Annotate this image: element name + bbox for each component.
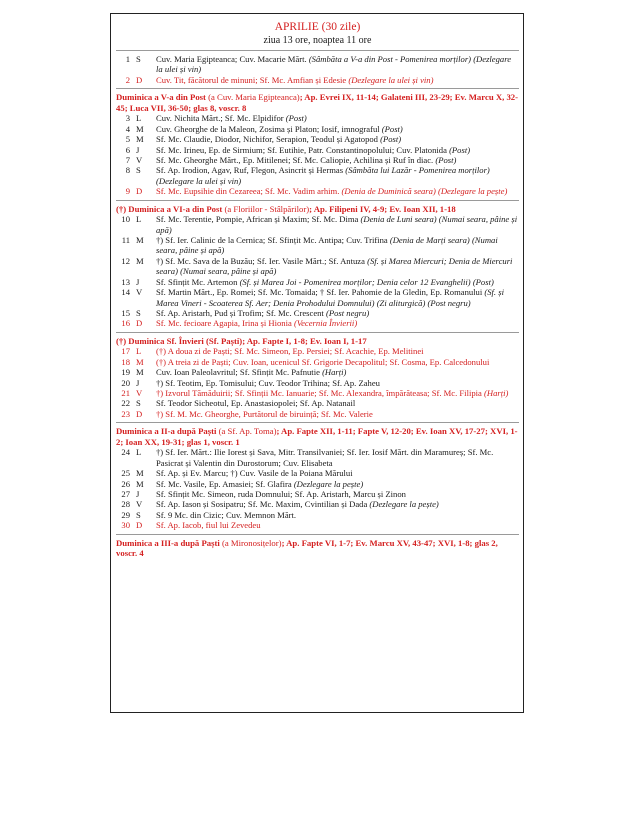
liturgical-note: (Dezlegare la pește) bbox=[369, 499, 439, 510]
liturgical-note: (Harți) bbox=[322, 367, 347, 378]
day-number: 18 bbox=[121, 356, 130, 367]
day-number: 30 bbox=[121, 520, 130, 531]
saints-text: Sf. Sfințit Mc. Simeon, ruda Domnului; Sf. Ap. Aristarh, Marcu și Zinon bbox=[156, 488, 406, 499]
saints-text: Sf. Mc. Claudie, Diodor, Nichifor, Serapion, Teodul și Agatopod bbox=[156, 134, 378, 145]
weekday: L bbox=[136, 346, 142, 357]
saints-entry bbox=[152, 479, 519, 489]
saints-text: Sf. Ap. și Ev. Marcu; †) Cuv. Vasile de la Poiana Mărului bbox=[156, 468, 353, 479]
calendar-row bbox=[116, 409, 519, 419]
day-number: 8 bbox=[125, 165, 130, 176]
saints-entry bbox=[152, 54, 519, 75]
liturgical-note: (Post) bbox=[285, 113, 307, 124]
calendar-row bbox=[116, 378, 519, 388]
saints-text: Cuv. Maria Egipteanca; Cuv. Macarie Mărt. bbox=[156, 54, 307, 64]
saints-text: Cuv. Ioan Paleolavritul; Sf. Sfințit Mc. Pafnutie bbox=[156, 367, 320, 378]
saints-text: Sf. Mc. Terentie, Pompie, African și Maxim; Sf. Mc. Dima bbox=[156, 214, 359, 225]
day-number: 21 bbox=[121, 387, 130, 398]
liturgical-note: (Denia de Duminică seara) (Dezlegare la pește) bbox=[341, 186, 508, 197]
saints-entry bbox=[152, 155, 519, 165]
saints-entry bbox=[152, 346, 519, 356]
calendar-row bbox=[116, 235, 519, 256]
liturgical-note: (Post negru) bbox=[325, 307, 370, 318]
saints-entry bbox=[152, 75, 519, 85]
saints-entry bbox=[152, 134, 519, 144]
day-number: 25 bbox=[121, 468, 130, 479]
week-1 bbox=[116, 54, 519, 85]
weekday: J bbox=[136, 276, 140, 287]
calendar-row bbox=[116, 113, 519, 123]
weekday: D bbox=[136, 408, 143, 419]
calendar-row bbox=[116, 520, 519, 530]
day-number: 13 bbox=[121, 276, 130, 287]
calendar-row bbox=[116, 357, 519, 367]
week-5 bbox=[116, 447, 519, 530]
calendar-row bbox=[116, 165, 519, 186]
weekday: M bbox=[136, 356, 144, 367]
saints-text: Sf. Mc. Vasile, Ep. Amasiei; Sf. Glafira bbox=[156, 478, 292, 489]
weekday: V bbox=[136, 155, 143, 166]
saints-text: Sf. Teodor Sicheotul, Ep. Anastasiopolei; Sf. Ap. Natanail bbox=[156, 398, 356, 409]
saints-entry bbox=[152, 388, 519, 398]
weekday: S bbox=[136, 165, 141, 176]
weekday: S bbox=[136, 509, 141, 520]
saints-text: (†) A doua zi de Paști; Sf. Mc. Simeon, Ep. Persiei; Sf. Acachie, Ep. Melitinei bbox=[156, 346, 424, 357]
saints-entry bbox=[152, 520, 519, 530]
calendar-page bbox=[110, 13, 524, 713]
weekday: V bbox=[136, 287, 143, 298]
saints-text: (†) A treia zi de Paști; Cuv. Ioan, ucenicul Sf. Grigorie Decapolitul; Sf. Cosma, Ep. Calcedonului bbox=[156, 356, 490, 367]
calendar-row bbox=[116, 510, 519, 520]
liturgical-note: (Vecernia Învierii) bbox=[293, 318, 358, 329]
day-number: 12 bbox=[121, 255, 130, 266]
saints-text: Sf. Ap. Irodion, Agav, Ruf, Flegon, Asincrit și Hermas bbox=[156, 165, 344, 176]
weekday: L bbox=[136, 447, 142, 458]
saints-text: †) Sf. Ier. Calinic de la Cernica; Sf. Sfințit Mc. Antipa; Cuv. Trifina bbox=[156, 235, 388, 246]
weekday: D bbox=[136, 318, 143, 329]
saints-text: †) Sf. Teotim, Ep. Tomisului; Cuv. Teodor Trihina; Sf. Ap. Zaheu bbox=[156, 377, 380, 388]
saints-text: Sf. 9 Mc. din Cizic; Cuv. Memnon Mărt. bbox=[156, 509, 297, 520]
divider bbox=[116, 534, 519, 535]
saints-entry bbox=[152, 256, 519, 277]
saints-entry bbox=[152, 409, 519, 419]
saints-entry bbox=[152, 235, 519, 256]
divider bbox=[116, 50, 519, 51]
week-2 bbox=[116, 113, 519, 196]
calendar-row bbox=[116, 54, 519, 75]
weekday: V bbox=[136, 499, 143, 510]
day-number: 14 bbox=[121, 287, 130, 298]
liturgical-note: (Denia de Marți seara) (Numai seara, pâine și apă) bbox=[156, 235, 498, 256]
weekday: S bbox=[136, 54, 141, 64]
week-3 bbox=[116, 214, 519, 328]
saints-text: †) Sf. Ier. Mărt.: Ilie Iorest și Sava, Mitr. Transilvaniei; Sf. Ier. Iosif Mărt. din Maramureș; Sf. Mc. Pasicrat și Valentin din Durostorum; Cuv. Elisabeta bbox=[156, 447, 494, 468]
saints-text: †) Izvorul Tămăduirii; Sf. Sfinții Mc. Ianuarie; Sf. Mc. Alexandra, împărăteasa; Sf. Mc. Filipia bbox=[156, 387, 482, 398]
saints-text: Sf. Ap. Iason și Sosipatru; Sf. Mc. Maxim, Cvintilian și Dada bbox=[156, 499, 368, 510]
calendar-row bbox=[116, 186, 519, 196]
weekday: M bbox=[136, 123, 144, 134]
calendar-row bbox=[116, 256, 519, 277]
weekday: L bbox=[136, 113, 142, 124]
day-number: 23 bbox=[121, 408, 130, 419]
calendar-row bbox=[116, 277, 519, 287]
calendar-row bbox=[116, 388, 519, 398]
day-number: 5 bbox=[125, 134, 130, 145]
divider bbox=[116, 200, 519, 201]
day-number: 17 bbox=[121, 346, 130, 357]
sunday-reading-1 bbox=[116, 92, 519, 113]
calendar-row bbox=[116, 155, 519, 165]
sunday-readings: ; Ap. Fapte VI, 1-7; Ev. Marcu XV, 43-47; XVI, 1-8; glas 2, voscr. 4 bbox=[116, 537, 498, 559]
saints-entry bbox=[152, 357, 519, 367]
month-header bbox=[116, 20, 519, 47]
saints-text: Cuv. Gheorghe de la Maleon, Zosima și Platon; Iosif, imnograful bbox=[156, 123, 380, 134]
day-number: 7 bbox=[125, 155, 130, 166]
calendar-row bbox=[116, 447, 519, 468]
sunday-name: Duminica a II-a după Paști bbox=[116, 426, 217, 437]
sunday-dedication: (a Cuv. Maria Egipteanca) bbox=[205, 92, 300, 103]
day-number: 24 bbox=[121, 447, 130, 458]
saints-entry bbox=[152, 145, 519, 155]
day-number: 20 bbox=[121, 377, 130, 388]
liturgical-note: (Dezlegare la pește) bbox=[293, 478, 364, 489]
weekday: J bbox=[136, 488, 140, 499]
liturgical-note: (Post) bbox=[449, 144, 471, 155]
day-number: 6 bbox=[125, 144, 130, 155]
liturgical-note: (Post) bbox=[381, 123, 403, 134]
sunday-name: Duminica a V-a din Post bbox=[116, 92, 206, 103]
calendar-row bbox=[116, 124, 519, 134]
saints-entry bbox=[152, 287, 519, 308]
saints-entry bbox=[152, 367, 519, 377]
divider bbox=[116, 332, 519, 333]
liturgical-note: (Post) bbox=[380, 134, 402, 145]
weekday: J bbox=[136, 377, 140, 388]
saints-entry bbox=[152, 165, 519, 186]
day-number: 10 bbox=[121, 214, 130, 225]
calendar-row bbox=[116, 489, 519, 499]
saints-entry bbox=[152, 186, 519, 196]
liturgical-note: (Harți) bbox=[484, 387, 509, 398]
weekday: M bbox=[136, 468, 144, 479]
day-number: 27 bbox=[121, 488, 130, 499]
saints-text: Sf. Ap. Iacob, fiul lui Zevedeu bbox=[156, 520, 261, 531]
sunday-dedication: (a Floriilor - Stâlpărilor) bbox=[222, 203, 310, 214]
calendar-row bbox=[116, 468, 519, 478]
day-number: 11 bbox=[121, 235, 130, 246]
calendar-row bbox=[116, 75, 519, 85]
calendar-row bbox=[116, 134, 519, 144]
day-number: 29 bbox=[121, 509, 130, 520]
saints-text: †) Sf. Mc. Sava de la Buzău; Sf. Ier. Vasile Mărt.; Sf. Antuza bbox=[156, 255, 365, 266]
calendar-row bbox=[116, 398, 519, 408]
day-number: 9 bbox=[125, 186, 130, 197]
liturgical-note: (Sf. și Marea Joi - Pomenirea morților; Denia celor 12 Evanghelii) (Post) bbox=[239, 276, 494, 287]
weekday: M bbox=[136, 367, 144, 378]
saints-text: Sf. Mc. fecioare Agapia, Irina și Hionia bbox=[156, 318, 292, 329]
day-number: 16 bbox=[121, 318, 130, 329]
sunday-name: (†) Duminica a VI-a din Post bbox=[116, 203, 223, 214]
month-title: APRILIE (30 zile) bbox=[274, 21, 361, 33]
sunday-readings: ; Ap. Evrei IX, 11-14; Galateni III, 23-29; Ev. Marcu X, 32-45; Luca VII, 36-50; glas 8, voscr. 8 bbox=[116, 92, 519, 113]
saints-entry bbox=[152, 489, 519, 499]
liturgical-note: (Post) bbox=[435, 155, 457, 166]
saints-entry bbox=[152, 113, 519, 123]
weekday: M bbox=[136, 255, 144, 266]
saints-entry bbox=[152, 510, 519, 520]
saints-text: Sf. Ap. Aristarh, Pud și Trofim; Sf. Mc. Crescent bbox=[156, 307, 324, 318]
saints-entry bbox=[152, 468, 519, 478]
weekday: D bbox=[136, 520, 143, 531]
calendar-row bbox=[116, 145, 519, 155]
saints-text: Cuv. Tit, făcătorul de minuni; Sf. Mc. Amfian și Edesie bbox=[156, 74, 347, 85]
sunday-reading-4 bbox=[116, 426, 519, 447]
day-number: 3 bbox=[125, 113, 130, 124]
weekday: V bbox=[136, 387, 143, 398]
calendar-row bbox=[116, 308, 519, 318]
calendar-row bbox=[116, 214, 519, 235]
weekday: S bbox=[136, 398, 141, 409]
weekday: L bbox=[136, 214, 142, 225]
sunday-dedication: (a Sf. Ap. Toma) bbox=[216, 426, 277, 437]
day-number: 28 bbox=[121, 499, 130, 510]
day-number: 19 bbox=[121, 367, 130, 378]
divider bbox=[116, 422, 519, 423]
weekday: J bbox=[136, 144, 140, 155]
weekday: D bbox=[136, 74, 143, 85]
day-number: 15 bbox=[121, 307, 130, 318]
saints-text: Sf. Mc. Eupsihie din Cezareea; Sf. Mc. Vadim arhim. bbox=[156, 186, 340, 197]
liturgical-note: (Sâmbăta lui Lazăr - Pomenirea morților) (Dezlegare la ulei și vin) bbox=[156, 165, 490, 186]
weekday: D bbox=[136, 186, 143, 197]
saints-text: Sf. Mc. Irineu, Ep. de Sirmium; Sf. Eutihie, Patr. Constantinopolului; Cuv. Platonida bbox=[156, 144, 447, 155]
liturgical-note: (Sf. și Marea Miercuri; Denia de Miercuri seara) (Numai seara, pâine și apă) bbox=[156, 255, 513, 277]
sunday-reading-2 bbox=[116, 204, 519, 215]
sunday-reading-3 bbox=[116, 336, 519, 347]
saints-text: Sf. Martin Mărt., Ep. Romei; Sf. Mc. Tomaida; † Sf. Ier. Pahomie de la Gledin, Ep. Romanului bbox=[156, 287, 483, 298]
week-4 bbox=[116, 346, 519, 419]
calendar-row bbox=[116, 318, 519, 328]
sunday-dedication: (a Mironosițelor) bbox=[219, 537, 282, 548]
day-number: 26 bbox=[121, 478, 130, 489]
weekday: M bbox=[136, 235, 144, 246]
day-number: 22 bbox=[121, 398, 130, 409]
day-night-hours: ziua 13 ore, noaptea 11 ore bbox=[263, 35, 372, 46]
weekday: M bbox=[136, 478, 144, 489]
divider bbox=[116, 88, 519, 89]
saints-text: †) Sf. M. Mc. Gheorghe, Purtătorul de biruință; Sf. Mc. Valerie bbox=[156, 408, 373, 419]
saints-text: Cuv. Nichita Mărt.; Sf. Mc. Elpidifor bbox=[156, 113, 284, 124]
day-number: 4 bbox=[125, 123, 130, 134]
liturgical-note: (Sâmbăta a V-a din Post - Pomenirea morților) (Dezlegare la ulei și vin) bbox=[156, 54, 512, 75]
liturgical-note: (Denia de Luni seara) (Numai seara, pâine și apă) bbox=[156, 214, 518, 235]
saints-entry bbox=[152, 214, 519, 235]
saints-entry bbox=[152, 398, 519, 408]
liturgical-note: (Sf. și Marea Vineri - Scoaterea Sf. Aer; Denia Prohodului Domnului) (Zi aliturgică) (Post negru) bbox=[156, 287, 504, 308]
sunday-name: (†) Duminica Sf. Învieri (Sf. Paști); Ap. Fapte I, 1-8; Ev. Ioan I, 1-17 bbox=[116, 335, 367, 346]
sunday-readings: ; Ap. Filipeni IV, 4-9; Ev. Ioan XII, 1-18 bbox=[309, 203, 456, 214]
saints-text: Sf. Mc. Gheorghe Mărt., Ep. Mitilenei; Sf. Mc. Caliopie, Achilina și Ruf în diac. bbox=[156, 155, 434, 166]
saints-entry bbox=[152, 499, 519, 509]
day-number: 2 bbox=[125, 74, 130, 85]
calendar-row bbox=[116, 287, 519, 308]
calendar-row bbox=[116, 346, 519, 356]
weekday: S bbox=[136, 307, 141, 318]
weekday: M bbox=[136, 134, 144, 145]
calendar-row bbox=[116, 367, 519, 377]
sunday-name: Duminica a III-a după Paști bbox=[116, 537, 220, 548]
sunday-readings: ; Ap. Fapte XII, 1-11; Fapte V, 12-20; Ev. Ioan XV, 17-27; XVI, 1-2; Ioan XX, 19-31; glas 1, voscr. 1 bbox=[116, 426, 518, 447]
saints-entry bbox=[152, 124, 519, 134]
saints-entry bbox=[152, 447, 519, 468]
saints-entry bbox=[152, 318, 519, 328]
calendar-row bbox=[116, 479, 519, 489]
saints-entry bbox=[152, 308, 519, 318]
day-number: 1 bbox=[125, 54, 130, 64]
saints-text: Sf. Sfințit Mc. Artemon bbox=[156, 276, 238, 287]
saints-entry bbox=[152, 277, 519, 287]
liturgical-note: (Dezlegare la ulei și vin) bbox=[348, 74, 434, 85]
sunday-reading-5 bbox=[116, 538, 519, 559]
saints-entry bbox=[152, 378, 519, 388]
calendar-row bbox=[116, 499, 519, 509]
